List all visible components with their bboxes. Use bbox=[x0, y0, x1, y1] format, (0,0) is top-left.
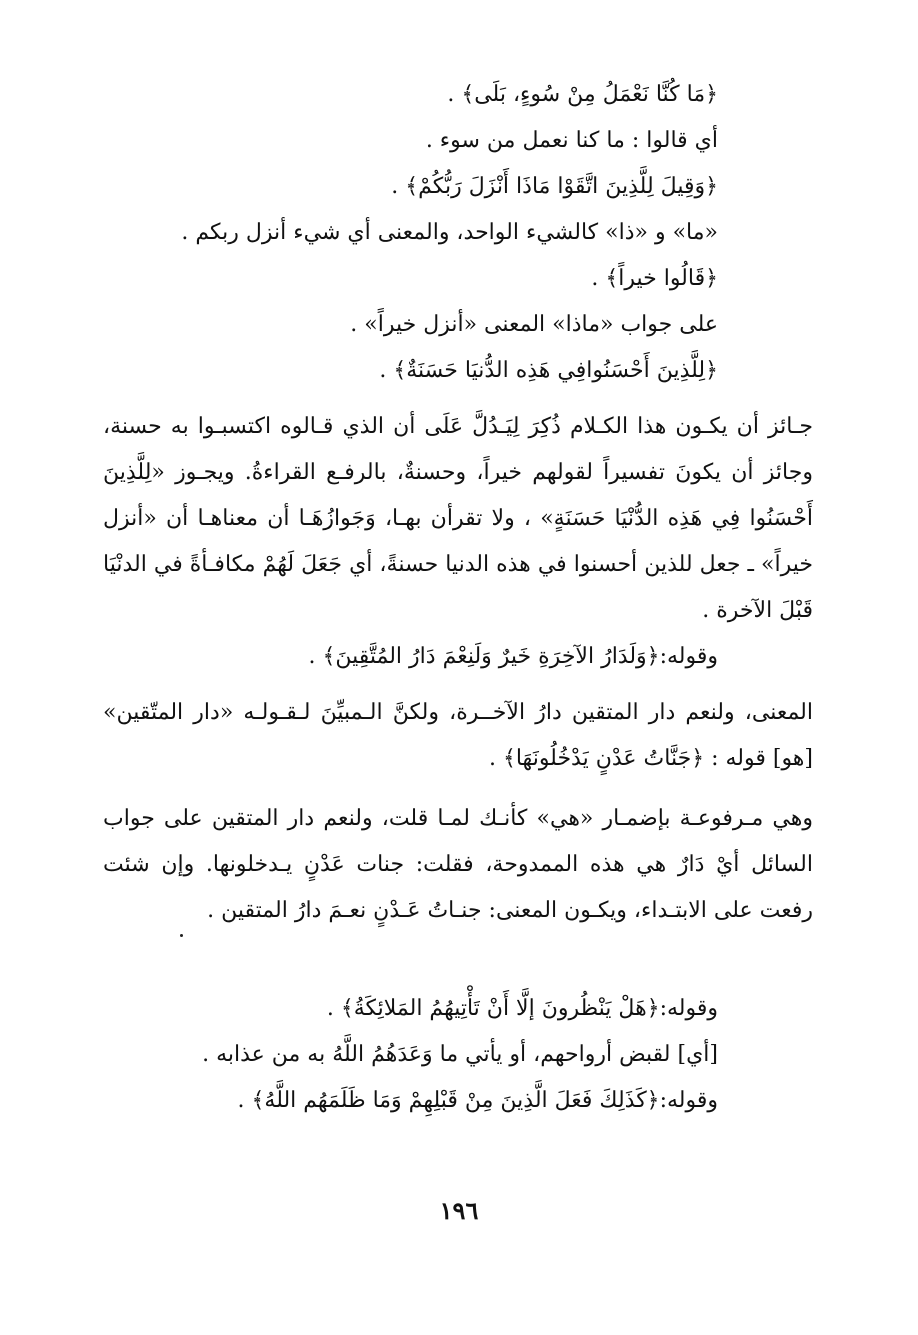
comment-line-3: على جواب «ماذا» المعنى «أنزل خيراً» . bbox=[350, 312, 718, 337]
verse-line-7: وقوله:﴿كَذَلِكَ فَعَلَ الَّذِينَ مِنْ قَبْلِهِمْ وَمَا ظَلَمَهُم اللَّهُ﴾ . bbox=[237, 1088, 718, 1113]
comment-line-1: أي قالوا : ما كنا نعمل من سوء . bbox=[425, 128, 718, 153]
verse-line-1: ﴿مَا كُنَّا نَعْمَلُ مِنْ سُوءٍ، بَلَى﴾ . bbox=[447, 82, 718, 107]
comment-line-4: [أي] لقبض أرواحهم، أو يأتي ما وَعَدَهُمُ اللَّهُ به من عذابه . bbox=[202, 1042, 718, 1067]
paragraph-2: المعنى، ولنعم دار المتقين دارُ الآخــرة، ولكنَّ الـمبيِّنَ لـقـولـه «دار المتّقين» [هو] قوله : ﴿جَنَّاتُ عَدْنٍ يَدْخُلُونَهَا﴾ . bbox=[103, 700, 813, 771]
verse-line-4: ﴿لِلَّذِينَ أَحْسَنُوافِي هَذِه الدُّنيَا حَسَنَةٌ﴾ . bbox=[379, 358, 718, 383]
page-number: ١٩٦ bbox=[439, 1196, 479, 1225]
comment-line-2: «ما» و «ذا» كالشيء الواحد، والمعنى أي شيء أنزل ربكم . bbox=[181, 220, 718, 245]
verse-line-3: ﴿قَالُوا خيراً﴾ . bbox=[591, 266, 718, 291]
paragraph-3: وهي مـرفوعـة بإضمـار «هي» كأنـك لمـا قلت، ولنعم دار المتقين على جواب السائل أيْ دَارٌ هي هذه الممدوحة، فقلت: جنات عَدْنٍ يـدخلونها. وإن شئت رفعت على الابتـداء، ويكـون المعنى: جنـاتُ عَـدْنٍ نعـمَ دارُ المتقين . bbox=[103, 806, 813, 923]
verse-line-6: وقوله:﴿هَلْ يَنْظُرونَ إلَّا أَنْ تَأْتِيهُمُ المَلائِكَةُ﴾ . bbox=[326, 996, 718, 1021]
verse-line-5: وقوله:﴿وَلَدَارُ الآخِرَةِ خَيرٌ وَلَنِعْمَ دَارُ المُتَّقِينَ﴾ . bbox=[308, 644, 718, 669]
verse-line-2: ﴿وَقِيلَ لِلَّذِينَ اتَّقَوْا مَاذَا أَنْزَلَ رَبُّكُمْ﴾ . bbox=[391, 174, 718, 199]
paragraph-1: جـائز أن يكـون هذا الكـلام ذُكِرَ لِيَـدُلَّ عَلَى أن الذي قـالوه اكتسبـوا به حسنة، وجائز أن يكونَ تفسيراً لقولهم خيراً، وحسنةٌ، بالرفـع القراءةُ. ويجـوز «لِلَّذِينَ أَحْسَنُوا فِي هَذِه الدُّنْيَا حَسَنَةٍ» ، ولا تقرأن بهـا، وَجَوازُهَـا أن معناهـا أن «أنزل خيراً» ـ جعل للذين أحسنوا في هذه الدنيا حسنةً، أي جَعَلَ لَهُمْ مكافـأةً في الدنْيَا قَبْلَ الآخرة . bbox=[103, 414, 813, 623]
ink-dot bbox=[180, 934, 183, 937]
